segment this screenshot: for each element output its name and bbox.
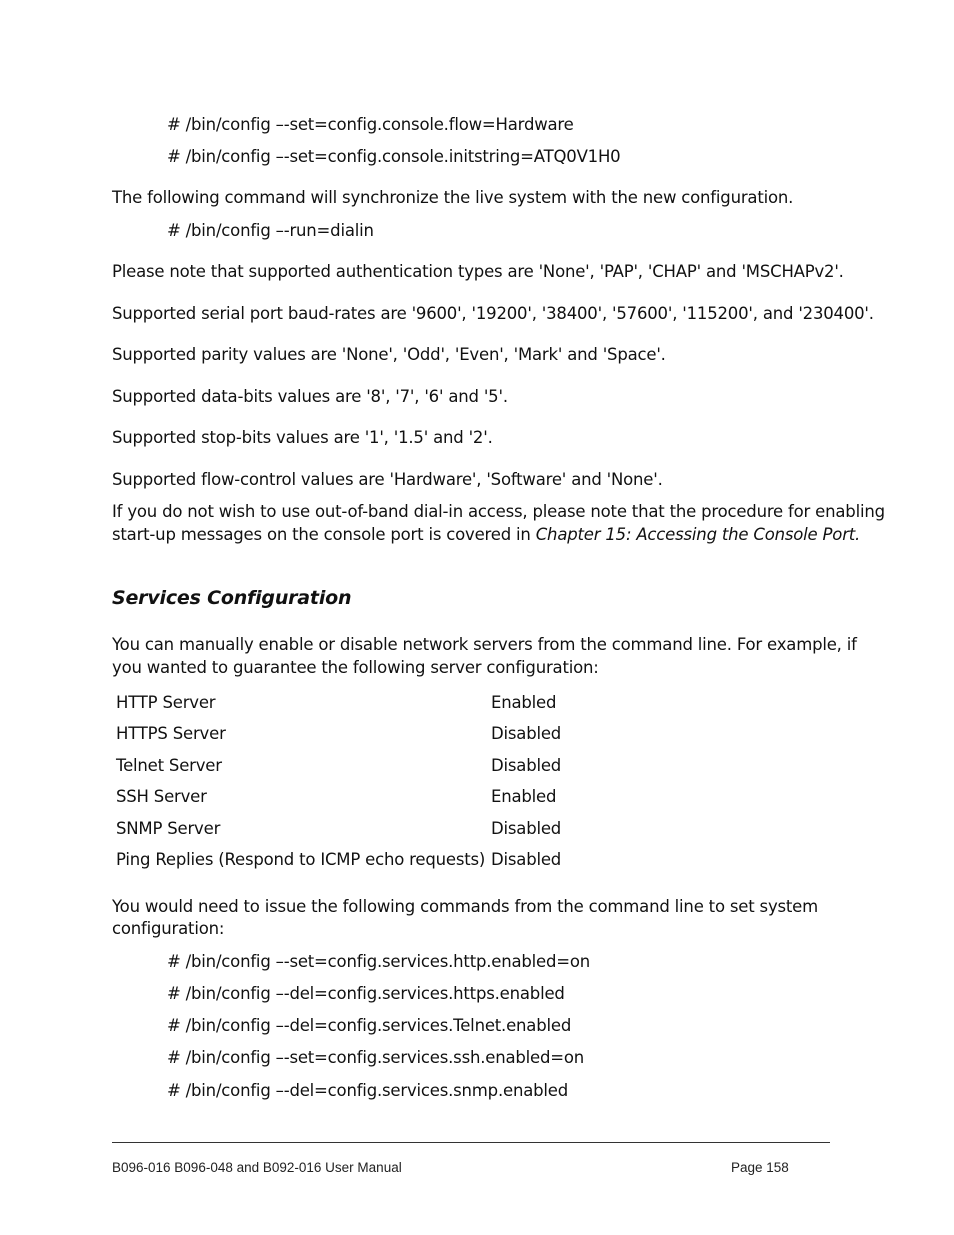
table-cell-service: Ping Replies (Respond to ICMP echo requests) xyxy=(116,850,486,869)
command-line: # /bin/config –-set=config.console.initstring=ATQ0V1H0 xyxy=(167,147,621,166)
command-line: # /bin/config –-set=config.services.ssh.enabled=on xyxy=(167,1048,585,1067)
footer-manual-title: B096-016 B096-048 and B092-016 User Manual xyxy=(112,1160,402,1175)
table-cell-state: Enabled xyxy=(491,693,557,712)
table-cell-service: Telnet Server xyxy=(116,756,222,775)
note-flow-control: Supported flow-control values are 'Hardware', 'Software' and 'None'. xyxy=(112,470,663,489)
footer-page-number: Page 158 xyxy=(731,1160,789,1175)
table-cell-state: Disabled xyxy=(491,756,562,775)
command-line: # /bin/config –-set=config.services.http.enabled=on xyxy=(167,952,591,971)
note-auth-types: Please note that supported authentication types are 'None', 'PAP', 'CHAP' and 'MSCHAPv2'. xyxy=(112,262,844,281)
table-cell-service: SSH Server xyxy=(116,787,207,806)
footer-divider xyxy=(112,1142,830,1143)
command-line: # /bin/config –-del=config.services.Telnet.enabled xyxy=(167,1016,572,1035)
dialin-paragraph-line2: start-up messages on the console port is covered in Chapter 15: Accessing the Console Port. xyxy=(112,525,861,544)
table-cell-state: Enabled xyxy=(491,787,557,806)
table-cell-state: Disabled xyxy=(491,819,562,838)
note-baud-rates: Supported serial port baud-rates are '9600', '19200', '38400', '57600', '115200', and '230400'. xyxy=(112,304,874,323)
table-cell-state: Disabled xyxy=(491,850,562,869)
table-cell-state: Disabled xyxy=(491,724,562,743)
intro-paragraph-line1: You can manually enable or disable network servers from the command line. For example, if xyxy=(112,635,857,654)
issue-paragraph-line2: configuration: xyxy=(112,919,225,938)
intro-paragraph-line2: you wanted to guarantee the following server configuration: xyxy=(112,658,599,677)
command-line: # /bin/config –-set=config.console.flow=Hardware xyxy=(167,115,574,134)
chapter-reference: Chapter 15: Accessing the Console Port. xyxy=(535,525,861,544)
note-stop-bits: Supported stop-bits values are '1', '1.5' and '2'. xyxy=(112,428,493,447)
table-cell-service: SNMP Server xyxy=(116,819,221,838)
table-cell-service: HTTP Server xyxy=(116,693,216,712)
note-parity: Supported parity values are 'None', 'Odd', 'Even', 'Mark' and 'Space'. xyxy=(112,345,666,364)
note-data-bits: Supported data-bits values are '8', '7', '6' and '5'. xyxy=(112,387,508,406)
run-command-line: # /bin/config –-run=dialin xyxy=(167,221,374,240)
sync-paragraph: The following command will synchronize the live system with the new configuration. xyxy=(112,188,794,207)
command-line: # /bin/config –-del=config.services.https.enabled xyxy=(167,984,565,1003)
issue-paragraph-line1: You would need to issue the following commands from the command line to set system xyxy=(112,897,819,916)
section-heading: Services Configuration xyxy=(112,587,352,609)
table-cell-service: HTTPS Server xyxy=(116,724,226,743)
command-line: # /bin/config –-del=config.services.snmp.enabled xyxy=(167,1081,569,1100)
dialin-paragraph-line1: If you do not wish to use out-of-band dial-in access, please note that the procedure for enabling xyxy=(112,502,885,521)
